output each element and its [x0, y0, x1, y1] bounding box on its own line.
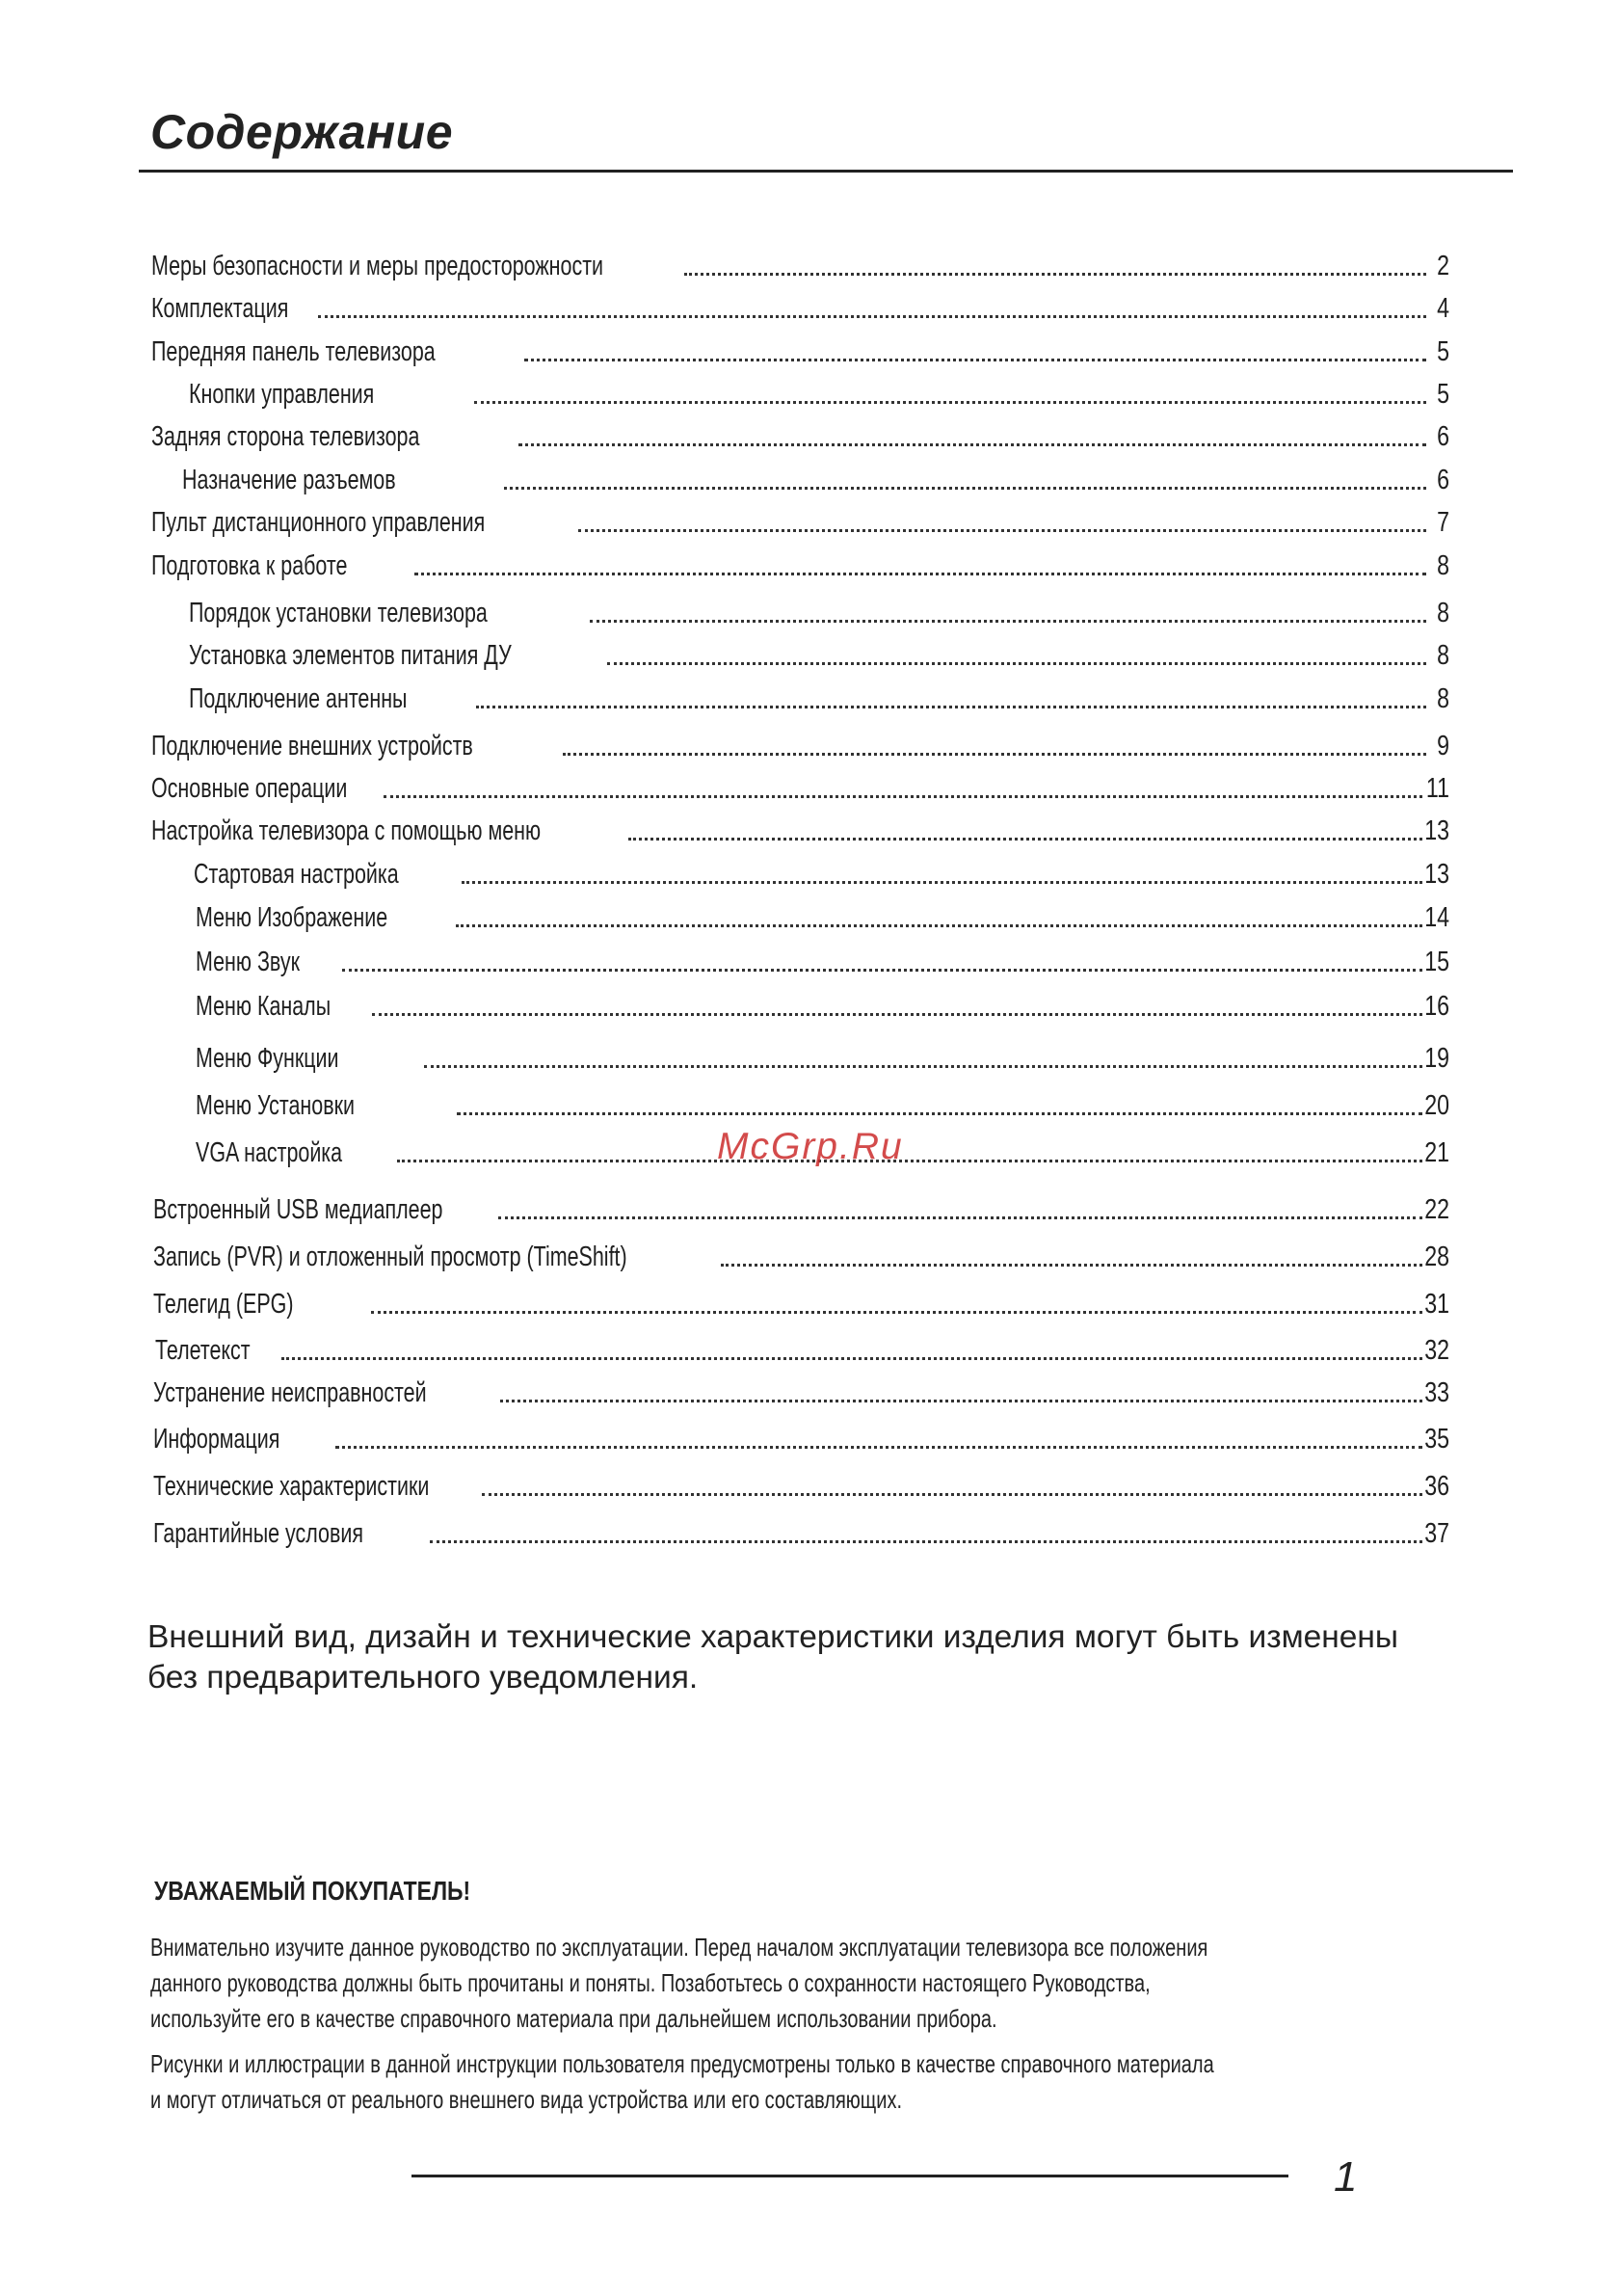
- toc-dot-leader: [482, 1493, 1422, 1496]
- toc-entry-title: Стартовая настройка: [194, 859, 399, 890]
- toc-dot-leader: [281, 1357, 1422, 1360]
- toc-dot-leader: [590, 620, 1426, 623]
- toc-dot-leader: [518, 443, 1426, 446]
- toc-entry-title: Устранение неисправностей: [153, 1377, 427, 1408]
- toc-entry: [0, 1421, 1618, 1457]
- toc-entry: [0, 290, 1618, 327]
- paragraph-line: используйте его в качестве справочного материала при дальнейшем использовании прибора.: [150, 2004, 997, 2033]
- toc-entry-page: 6: [1437, 465, 1449, 495]
- toc-entry-page: 16: [1424, 991, 1449, 1022]
- toc-entry-title: Технические характеристики: [153, 1471, 430, 1502]
- toc-entry: [0, 813, 1618, 849]
- toc-entry-title: Комплектация: [151, 293, 289, 324]
- toc-dot-leader: [607, 662, 1426, 665]
- buyer-paragraph: [150, 1930, 1412, 2037]
- toc-entry-title: Меню Изображение: [196, 902, 388, 933]
- toc-entry-page: 28: [1424, 1241, 1449, 1272]
- toc-dot-leader: [430, 1540, 1422, 1543]
- toc-entry-page: 8: [1437, 683, 1449, 714]
- toc-dot-leader: [563, 753, 1426, 756]
- toc-dot-leader: [318, 315, 1426, 318]
- buyer-heading: УВАЖАЕМЫЙ ПОКУПАТЕЛЬ!: [154, 1876, 471, 1906]
- toc-dot-leader: [721, 1264, 1422, 1267]
- toc-dot-leader: [414, 573, 1426, 575]
- toc-entry: [0, 1515, 1618, 1552]
- paragraph-line: данного руководства должны быть прочитаны и поняты. Позаботьтесь о сохранности настоящего Руководства,: [150, 1968, 1151, 1997]
- toc-entry-page: 8: [1437, 550, 1449, 581]
- toc-entry: [0, 856, 1618, 893]
- toc-dot-leader: [476, 706, 1426, 708]
- toc-entry-title: Телегид (EPG): [153, 1289, 294, 1320]
- change-notice: [147, 1617, 1497, 1698]
- notice-line: Внешний вид, дизайн и технические характеристики изделия могут быть изменены: [147, 1619, 1398, 1655]
- toc-dot-leader: [342, 969, 1422, 972]
- buyer-paragraph: [150, 2046, 1412, 2118]
- toc-entry-page: 7: [1437, 507, 1449, 538]
- toc-entry-page: 13: [1424, 859, 1449, 890]
- toc-entry-title: Меню Каналы: [196, 991, 332, 1022]
- toc-dot-leader: [578, 529, 1426, 532]
- toc-entry-page: 8: [1437, 598, 1449, 628]
- paragraph-line: Рисунки и иллюстрации в данной инструкции пользователя предусмотрены только в качестве справочного материала: [150, 2049, 1214, 2078]
- toc-dot-leader: [628, 838, 1422, 841]
- toc-dot-leader: [457, 1112, 1422, 1115]
- toc-entry-page: 15: [1424, 947, 1449, 977]
- toc-entry-title: Передняя панель телевизора: [151, 336, 436, 367]
- toc-entry: [0, 1468, 1618, 1505]
- toc-entry-page: 31: [1424, 1289, 1449, 1320]
- toc-dot-leader: [500, 1400, 1422, 1402]
- toc-entry: [0, 681, 1618, 717]
- toc-entry: [0, 462, 1618, 498]
- toc-dot-leader: [504, 487, 1426, 490]
- toc-entry-title: Меню Функции: [196, 1043, 339, 1074]
- toc-entry-page: 35: [1424, 1424, 1449, 1455]
- toc-entry-page: 2: [1437, 251, 1449, 281]
- toc-entry-title: Телетекст: [155, 1335, 251, 1366]
- toc-entry-title: Меню Установки: [196, 1090, 355, 1121]
- toc-entry: [0, 899, 1618, 936]
- toc-entry: [0, 1191, 1618, 1228]
- toc-dot-leader: [384, 795, 1422, 798]
- toc-entry: [0, 1087, 1618, 1124]
- toc-entry: [0, 376, 1618, 413]
- toc-entry-page: 36: [1424, 1471, 1449, 1502]
- toc-entry: [0, 637, 1618, 674]
- paragraph-line: и могут отличаться от реального внешнего вида устройства или его составляющих.: [150, 2085, 903, 2114]
- toc-entry: [0, 988, 1618, 1025]
- toc-entry-title: Основные операции: [151, 773, 348, 804]
- toc-entry-page: 14: [1424, 902, 1449, 933]
- page-number: 1: [1334, 2153, 1358, 2201]
- toc-entry-page: 37: [1424, 1518, 1449, 1549]
- toc-entry-title: Порядок установки телевизора: [189, 598, 488, 628]
- toc-entry-title: Подготовка к работе: [151, 550, 348, 581]
- toc-dot-leader: [462, 881, 1422, 884]
- toc-entry-page: 13: [1424, 815, 1449, 846]
- toc-entry-title: Подключение внешних устройств: [151, 731, 473, 761]
- toc-entry: [0, 1239, 1618, 1275]
- toc-entry: [0, 595, 1618, 631]
- toc-entry: [0, 728, 1618, 764]
- toc-entry-title: Информация: [153, 1424, 280, 1455]
- toc-dot-leader: [456, 924, 1422, 927]
- toc-entry-page: 6: [1437, 421, 1449, 452]
- toc-entry-title: Меню Звук: [196, 947, 300, 977]
- toc-entry-title: Назначение разъемов: [182, 465, 396, 495]
- toc-entry: [0, 334, 1618, 370]
- toc-entry: [0, 248, 1618, 284]
- toc-dot-leader: [424, 1065, 1422, 1068]
- toc-entry: [0, 547, 1618, 584]
- watermark: McGrp.Ru: [717, 1126, 904, 1167]
- toc-dot-leader: [474, 401, 1426, 404]
- toc-entry-page: 32: [1424, 1335, 1449, 1366]
- toc-dot-leader: [684, 273, 1426, 276]
- toc-entry-title: Встроенный USB медиаплеер: [153, 1194, 443, 1225]
- toc-entry: [0, 1286, 1618, 1322]
- toc-entry-title: Гарантийные условия: [153, 1518, 363, 1549]
- toc-entry: [0, 504, 1618, 541]
- toc-entry: [0, 1332, 1618, 1369]
- toc-dot-leader: [498, 1216, 1422, 1219]
- toc-dot-leader: [524, 359, 1426, 361]
- toc-entry-page: 5: [1437, 379, 1449, 410]
- toc-dot-leader: [335, 1446, 1422, 1449]
- toc-entry: [0, 1375, 1618, 1411]
- footer-divider: [411, 2175, 1288, 2177]
- toc-entry: [0, 944, 1618, 980]
- toc-entry: [0, 770, 1618, 807]
- toc-entry-title: Меры безопасности и меры предосторожности: [151, 251, 604, 281]
- toc-entry-page: 11: [1425, 773, 1449, 804]
- toc-entry-title: Задняя сторона телевизора: [151, 421, 420, 452]
- toc-entry-page: 33: [1424, 1377, 1449, 1408]
- toc-dot-leader: [372, 1013, 1422, 1016]
- toc-entry-page: 21: [1424, 1137, 1449, 1168]
- toc-entry-page: 8: [1437, 640, 1449, 671]
- toc-dot-leader: [371, 1311, 1422, 1314]
- toc-entry: [0, 418, 1618, 455]
- toc-entry-page: 20: [1424, 1090, 1449, 1121]
- toc-entry-title: Настройка телевизора с помощью меню: [151, 815, 542, 846]
- page-title: Содержание: [150, 105, 454, 159]
- toc-entry-title: Запись (PVR) и отложенный просмотр (TimeShift): [153, 1241, 627, 1272]
- toc-entry-page: 4: [1437, 293, 1449, 324]
- paragraph-line: Внимательно изучите данное руководство по эксплуатации. Перед началом эксплуатации телевизора все положения: [150, 1933, 1208, 1962]
- toc-entry-page: 19: [1424, 1043, 1449, 1074]
- toc-entry-title: Пульт дистанционного управления: [151, 507, 486, 538]
- notice-line: без предварительного уведомления.: [147, 1660, 699, 1695]
- toc-entry-page: 9: [1437, 731, 1449, 761]
- toc-entry: [0, 1040, 1618, 1077]
- toc-entry-title: VGA настройка: [196, 1137, 343, 1168]
- toc-dot-leader: [397, 1160, 1422, 1162]
- toc-entry-title: Установка элементов питания ДУ: [189, 640, 512, 671]
- toc-entry-title: Подключение антенны: [189, 683, 408, 714]
- toc-entry-page: 5: [1437, 336, 1449, 367]
- toc-entry-page: 22: [1424, 1194, 1449, 1225]
- toc-entry-title: Кнопки управления: [189, 379, 375, 410]
